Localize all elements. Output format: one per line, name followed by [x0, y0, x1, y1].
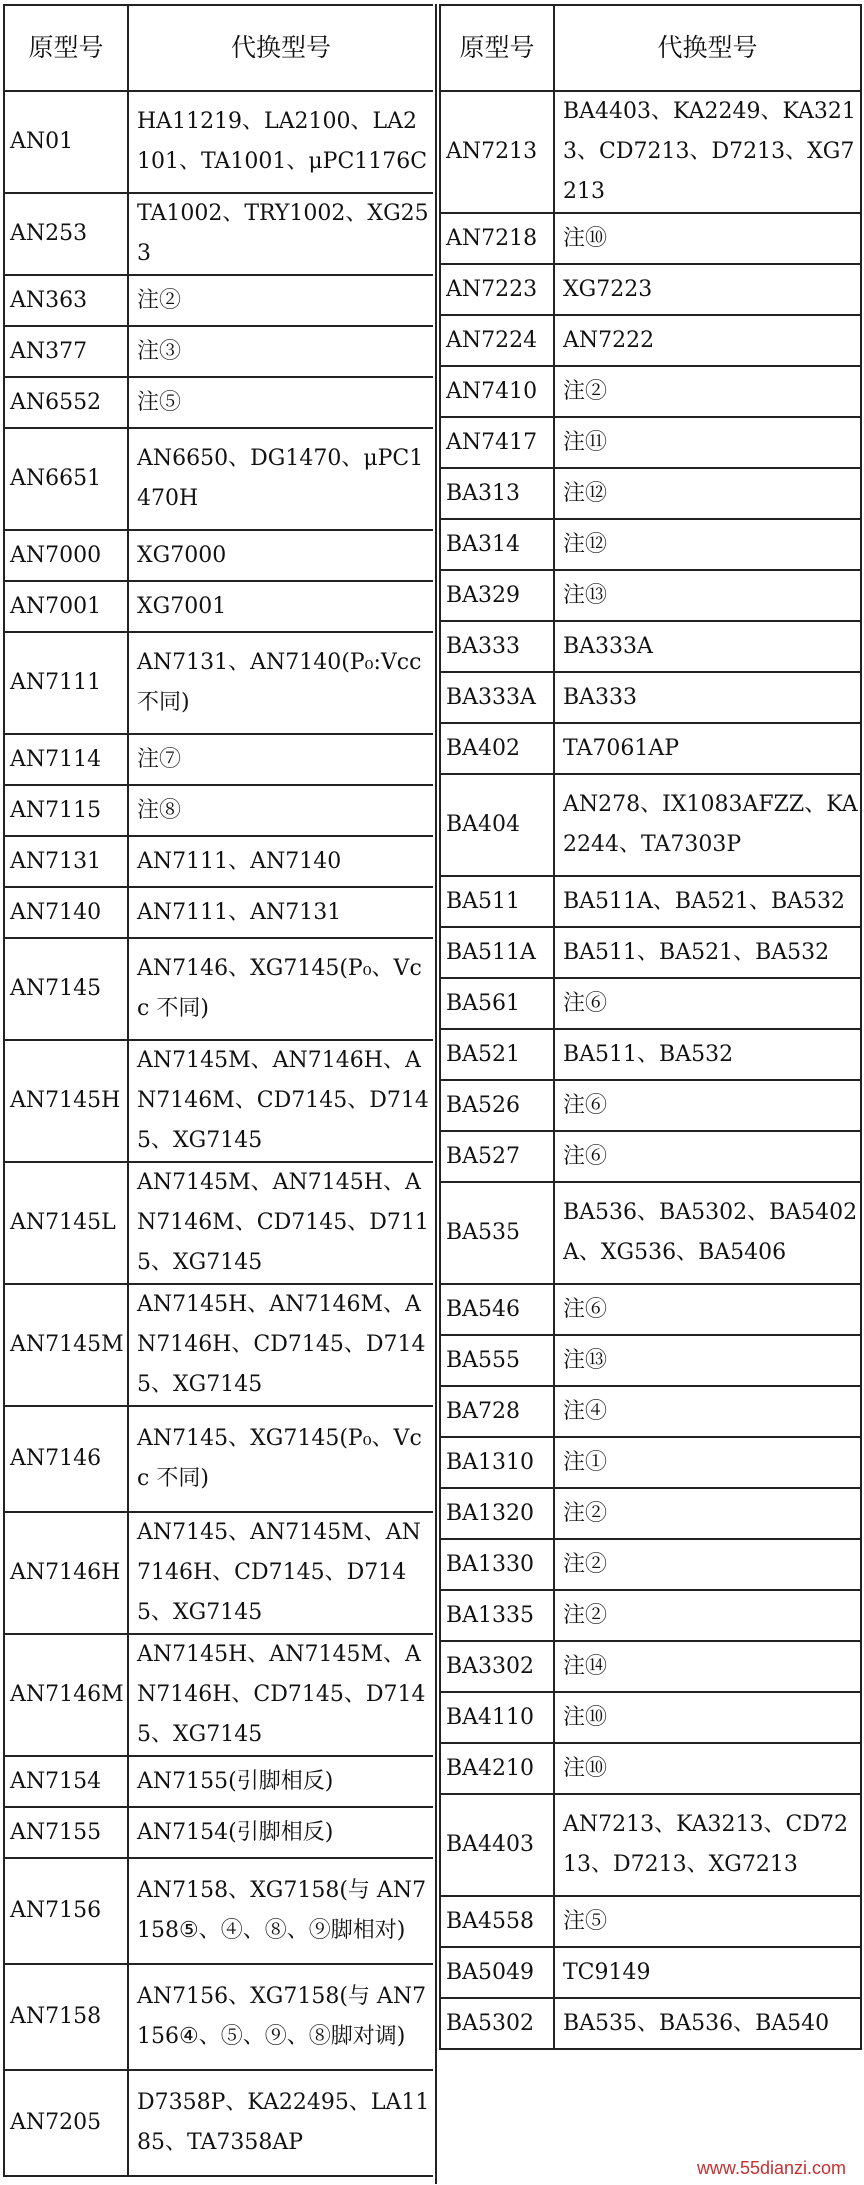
original-model-cell: BA526	[440, 1080, 554, 1131]
original-model-cell: BA4110	[440, 1692, 554, 1743]
replacement-model-cell: BA535、BA536、BA540	[554, 1998, 861, 2049]
table-row	[440, 723, 861, 774]
replacement-model-cell: 注⑬	[554, 570, 861, 621]
table-row	[440, 1284, 861, 1335]
original-model-cell: AN7154	[4, 1756, 128, 1807]
original-model-cell: BA535	[440, 1182, 554, 1284]
table-row	[4, 1756, 434, 1807]
table-row	[440, 213, 861, 264]
replacement-model-cell: 注⑥	[554, 1131, 861, 1182]
replacement-model-cell: 注⑥	[554, 1284, 861, 1335]
original-model-cell: BA1335	[440, 1590, 554, 1641]
original-model-cell: BA333	[440, 621, 554, 672]
table-row	[440, 1998, 861, 2049]
replacement-model-header: 代换型号	[554, 5, 861, 91]
replacement-model-cell: 注①	[554, 1437, 861, 1488]
replacement-model-cell: BA536、BA5302、BA5402A、XG536、BA5406	[554, 1182, 861, 1284]
replacement-model-cell: 注⑦	[128, 734, 434, 785]
table-row	[440, 1743, 861, 1794]
replacement-model-cell: 注⑩	[554, 1743, 861, 1794]
table-header-row	[4, 5, 434, 91]
original-model-cell: BA527	[440, 1131, 554, 1182]
table-row	[4, 938, 434, 1040]
original-model-cell: BA3302	[440, 1641, 554, 1692]
original-model-cell: AN7224	[440, 315, 554, 366]
original-model-cell: AN7131	[4, 836, 128, 887]
original-model-cell: AN7145H	[4, 1040, 128, 1162]
table-row	[4, 530, 434, 581]
table-row	[4, 734, 434, 785]
original-model-cell: BA333A	[440, 672, 554, 723]
replacement-model-cell: 注②	[554, 1590, 861, 1641]
original-model-cell: AN7213	[440, 91, 554, 213]
replacement-model-cell: BA333	[554, 672, 861, 723]
original-model-cell: AN7146H	[4, 1512, 128, 1634]
table-row	[4, 887, 434, 938]
table-row	[4, 1634, 434, 1756]
replacement-model-cell: TA7061AP	[554, 723, 861, 774]
replacement-model-cell: TA1002、TRY1002、XG253	[128, 193, 434, 275]
original-model-cell: AN6552	[4, 377, 128, 428]
table-row	[4, 785, 434, 836]
table-row	[4, 1040, 434, 1162]
original-model-cell: BA546	[440, 1284, 554, 1335]
replacement-model-cell: D7358P、KA22495、LA1185、TA7358AP	[128, 2070, 434, 2176]
replacement-model-cell: 注⑩	[554, 213, 861, 264]
table-row	[440, 1590, 861, 1641]
table-row	[440, 774, 861, 876]
replacement-model-cell: BA511、BA521、BA532	[554, 927, 861, 978]
original-model-cell: AN7114	[4, 734, 128, 785]
table-row	[440, 1335, 861, 1386]
replacement-model-cell: 注⑥	[554, 1080, 861, 1131]
original-model-cell: AN7146M	[4, 1634, 128, 1756]
original-model-cell: AN377	[4, 326, 128, 377]
original-model-cell: AN7205	[4, 2070, 128, 2176]
original-model-cell: AN7158	[4, 1964, 128, 2070]
replacement-model-cell: AN278、IX1083AFZZ、KA2244、TA7303P	[554, 774, 861, 876]
table-row	[4, 1964, 434, 2070]
original-model-cell: BA521	[440, 1029, 554, 1080]
table-row	[440, 468, 861, 519]
original-model-cell: AN7417	[440, 417, 554, 468]
table-row	[440, 1692, 861, 1743]
original-model-cell: AN7111	[4, 632, 128, 734]
table-row	[4, 1284, 434, 1406]
replacement-model-cell: AN7213、KA3213、CD7213、D7213、XG7213	[554, 1794, 861, 1896]
table-header-row	[440, 5, 861, 91]
table-row	[4, 1858, 434, 1964]
replacement-model-cell: XG7001	[128, 581, 434, 632]
table-row	[4, 428, 434, 530]
table-row	[440, 264, 861, 315]
table-row	[4, 326, 434, 377]
replacement-model-cell: 注②	[554, 1539, 861, 1590]
original-model-cell: AN7223	[440, 264, 554, 315]
original-model-cell: BA561	[440, 978, 554, 1029]
replacement-model-cell: 注⑭	[554, 1641, 861, 1692]
original-model-cell: AN7115	[4, 785, 128, 836]
original-model-cell: BA4403	[440, 1794, 554, 1896]
replacement-model-cell: AN7154(引脚相反)	[128, 1807, 434, 1858]
table-row	[440, 876, 861, 927]
replacement-model-cell: BA511、BA532	[554, 1029, 861, 1080]
original-model-cell: AN7001	[4, 581, 128, 632]
original-model-cell: BA329	[440, 570, 554, 621]
site-watermark: www.55dianzi.com	[693, 2158, 850, 2179]
table-row	[440, 315, 861, 366]
original-model-cell: BA728	[440, 1386, 554, 1437]
table-row	[4, 632, 434, 734]
original-model-cell: AN7155	[4, 1807, 128, 1858]
table-row	[440, 417, 861, 468]
replacement-model-cell: 注⑪	[554, 417, 861, 468]
replacement-model-cell: AN7145H、AN7145M、AN7146H、CD7145、D7145、XG7145	[128, 1634, 434, 1756]
table-row	[4, 377, 434, 428]
original-model-cell: AN363	[4, 275, 128, 326]
replacement-model-cell: AN7111、AN7140	[128, 836, 434, 887]
original-model-cell: BA1310	[440, 1437, 554, 1488]
table-row	[4, 275, 434, 326]
table-row	[440, 1080, 861, 1131]
replacement-model-cell: AN7146、XG7145(P₀、Vcc 不同)	[128, 938, 434, 1040]
table-row	[440, 570, 861, 621]
replacement-model-cell: AN7111、AN7131	[128, 887, 434, 938]
replacement-model-cell: 注⑩	[554, 1692, 861, 1743]
table-row	[4, 1512, 434, 1634]
original-model-cell: BA555	[440, 1335, 554, 1386]
replacement-model-cell: 注②	[554, 1488, 861, 1539]
table-row	[4, 836, 434, 887]
table-row	[440, 1896, 861, 1947]
replacement-model-cell: 注④	[554, 1386, 861, 1437]
original-model-cell: BA404	[440, 774, 554, 876]
replacement-model-cell: AN7145、XG7145(P₀、Vcc 不同)	[128, 1406, 434, 1512]
original-model-cell: AN253	[4, 193, 128, 275]
original-model-cell: BA1320	[440, 1488, 554, 1539]
table-row	[440, 1641, 861, 1692]
original-model-cell: BA1330	[440, 1539, 554, 1590]
replacement-model-cell: AN7145、AN7145M、AN7146H、CD7145、D7145、XG7145	[128, 1512, 434, 1634]
original-model-header: 原型号	[4, 5, 128, 91]
replacement-model-cell: 注⑤	[554, 1896, 861, 1947]
original-model-cell: AN7145M	[4, 1284, 128, 1406]
original-model-cell: BA511	[440, 876, 554, 927]
replacement-model-cell: AN7145H、AN7146M、AN7146H、CD7145、D7145、XG7145	[128, 1284, 434, 1406]
replacement-model-cell: 注②	[128, 275, 434, 326]
replacement-model-cell: 注②	[554, 366, 861, 417]
right-replacement-table	[439, 4, 862, 2050]
original-model-cell: AN7146	[4, 1406, 128, 1512]
original-model-cell: BA4210	[440, 1743, 554, 1794]
table-row	[440, 519, 861, 570]
table-row	[440, 1794, 861, 1896]
replacement-model-cell: AN7155(引脚相反)	[128, 1756, 434, 1807]
replacement-model-cell: 注⑫	[554, 519, 861, 570]
replacement-model-cell: 注⑥	[554, 978, 861, 1029]
replacement-model-header: 代换型号	[128, 5, 434, 91]
original-model-cell: AN01	[4, 91, 128, 193]
original-model-cell: AN7145L	[4, 1162, 128, 1284]
table-row	[4, 1406, 434, 1512]
table-row	[440, 1539, 861, 1590]
table-row	[440, 978, 861, 1029]
replacement-model-cell: BA511A、BA521、BA532	[554, 876, 861, 927]
table-row	[4, 1807, 434, 1858]
table-row	[440, 672, 861, 723]
replacement-model-cell: AN6650、DG1470、μPC1470H	[128, 428, 434, 530]
replacement-model-cell: AN7131、AN7140(P₀:Vcc 不同)	[128, 632, 434, 734]
table-row	[440, 366, 861, 417]
replacement-model-cell: XG7223	[554, 264, 861, 315]
left-replacement-table	[3, 4, 435, 2177]
replacement-model-cell: 注③	[128, 326, 434, 377]
replacement-model-cell: 注⑤	[128, 377, 434, 428]
table-row	[440, 91, 861, 213]
original-model-cell: AN6651	[4, 428, 128, 530]
table-row	[440, 1182, 861, 1284]
replacement-model-cell: AN7145M、AN7145H、AN7146M、CD7145、D7115、XG7145	[128, 1162, 434, 1284]
replacement-model-cell: AN7222	[554, 315, 861, 366]
original-model-cell: BA402	[440, 723, 554, 774]
column-divider-line	[435, 4, 437, 2184]
original-model-cell: AN7140	[4, 887, 128, 938]
table-row	[4, 1162, 434, 1284]
original-model-cell: BA4558	[440, 1896, 554, 1947]
replacement-model-cell: TC9149	[554, 1947, 861, 1998]
original-model-cell: AN7410	[440, 366, 554, 417]
table-row	[440, 927, 861, 978]
replacement-model-cell: 注⑫	[554, 468, 861, 519]
original-model-cell: AN7145	[4, 938, 128, 1040]
original-model-cell: BA5049	[440, 1947, 554, 1998]
table-row	[440, 1029, 861, 1080]
table-row	[440, 1131, 861, 1182]
replacement-model-cell: AN7158、XG7158(与 AN7158⑤、④、⑧、⑨脚相对)	[128, 1858, 434, 1964]
replacement-model-cell: 注⑧	[128, 785, 434, 836]
original-model-cell: BA511A	[440, 927, 554, 978]
replacement-model-cell: AN7156、XG7158(与 AN7156④、⑤、⑨、⑧脚对调)	[128, 1964, 434, 2070]
original-model-cell: AN7218	[440, 213, 554, 264]
original-model-cell: BA5302	[440, 1998, 554, 2049]
original-model-header: 原型号	[440, 5, 554, 91]
replacement-model-cell: XG7000	[128, 530, 434, 581]
table-row	[440, 1386, 861, 1437]
table-row	[4, 91, 434, 193]
original-model-cell: AN7156	[4, 1858, 128, 1964]
original-model-cell: BA313	[440, 468, 554, 519]
original-model-cell: BA314	[440, 519, 554, 570]
replacement-model-cell: BA4403、KA2249、KA3213、CD7213、D7213、XG7213	[554, 91, 861, 213]
table-row	[440, 621, 861, 672]
replacement-model-cell: BA333A	[554, 621, 861, 672]
replacement-model-cell: HA11219、LA2100、LA2101、TA1001、μPC1176C	[128, 91, 434, 193]
replacement-model-cell: 注⑬	[554, 1335, 861, 1386]
original-model-cell: AN7000	[4, 530, 128, 581]
replacement-model-cell: AN7145M、AN7146H、AN7146M、CD7145、D7145、XG7145	[128, 1040, 434, 1162]
table-row	[4, 581, 434, 632]
table-row	[440, 1437, 861, 1488]
table-row	[4, 193, 434, 275]
table-row	[440, 1947, 861, 1998]
table-row	[440, 1488, 861, 1539]
table-row	[4, 2070, 434, 2176]
